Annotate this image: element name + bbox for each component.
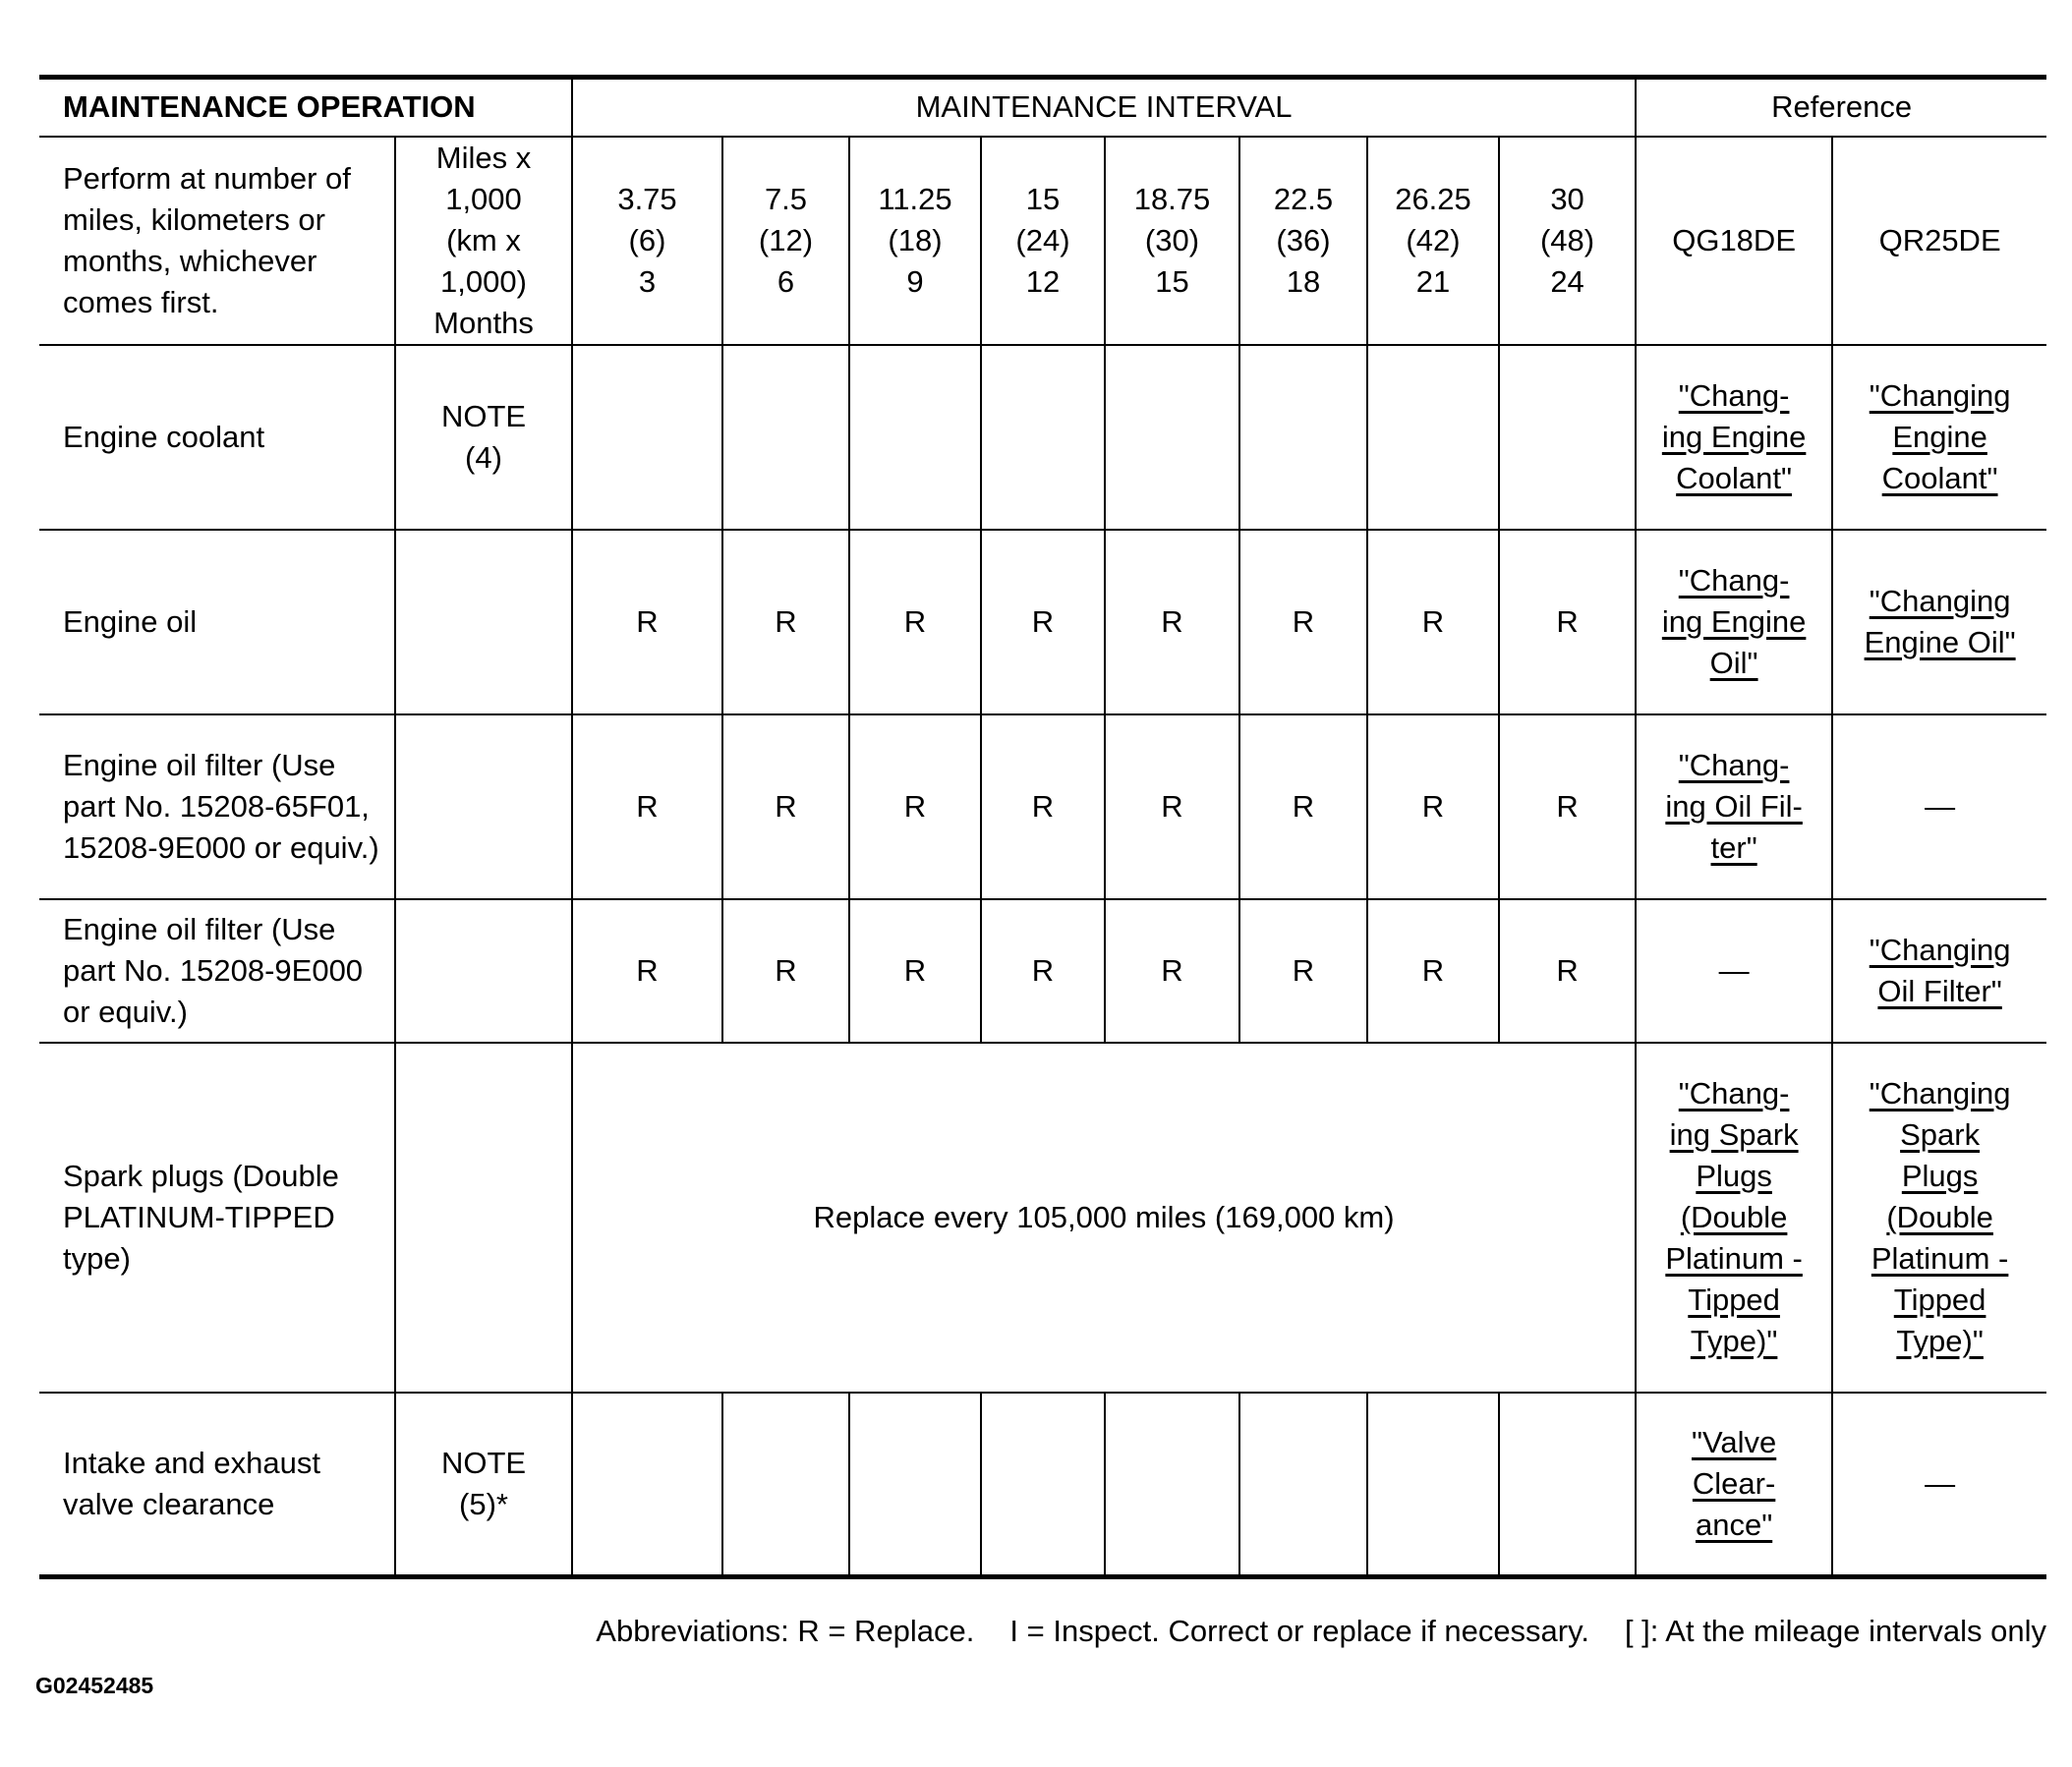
interval-cell [981,1393,1105,1577]
abbreviations-legend [596,1614,2046,1649]
interval-header: 15 (24) 12 [981,137,1105,345]
abbreviation-inspect: I = Inspect. Correct or replace if necessary. [1009,1614,1589,1648]
interval-cell: R [849,530,981,714]
ref-qg18de-cell: — [1636,899,1832,1043]
operation-name: Engine coolant [39,345,395,530]
header-row-1 [39,78,2046,137]
interval-cell: R [722,530,849,714]
interval-header: 26.25 (42) 21 [1367,137,1499,345]
interval-cell: R [572,899,722,1043]
row-engine-oil [39,530,2046,714]
operation-note [395,530,572,714]
row-spark-plugs [39,1043,2046,1393]
interval-cell: R [1239,899,1367,1043]
ref-link-qr25de[interactable]: "Changing Spark Plugs (Double Platinum - Tipped Type)" [1869,1075,2011,1358]
operation-name: Spark plugs (Double PLATINUM-TIPPED type) [39,1043,395,1393]
ref-qr25de-cell [1832,1043,2046,1393]
perform-instruction: Perform at number of miles, kilometers or months, whichever comes first. [39,137,395,345]
ref-qr25de-cell [1832,530,2046,714]
interval-header: 18.75 (30) 15 [1105,137,1239,345]
ref-qr25de-cell [1832,899,2046,1043]
maintenance-interval-header: MAINTENANCE INTERVAL [572,78,1636,137]
interval-cell [1367,1393,1499,1577]
header-row-2 [39,137,2046,345]
ref-qg18de-cell [1636,1393,1832,1577]
operation-name: Engine oil [39,530,395,714]
interval-cell [572,1393,722,1577]
interval-cell: R [1239,714,1367,899]
interval-cell [1367,345,1499,530]
interval-cell: R [1105,899,1239,1043]
interval-cell: R [981,714,1105,899]
operation-note: NOTE (4) [395,345,572,530]
interval-cell: R [722,714,849,899]
ref-link-qg18de[interactable]: "Chang- ing Engine Coolant" [1661,377,1807,495]
operation-name: Engine oil filter (Use part No. 15208-9E000 or equiv.) [39,899,395,1043]
operation-name: Engine oil filter (Use part No. 15208-65F01, 15208-9E000 or equiv.) [39,714,395,899]
interval-cell [1105,1393,1239,1577]
interval-cell [849,1393,981,1577]
interval-cell [1105,345,1239,530]
ref-link-qr25de[interactable]: "Changing Oil Filter" [1869,932,2011,1008]
ref-link-qr25de[interactable]: "Changing Engine Oil" [1864,583,2016,659]
row-valve-clearance [39,1393,2046,1577]
interval-header: 30 (48) 24 [1499,137,1636,345]
maintenance-table [39,75,2046,1579]
row-engine-coolant [39,345,2046,530]
row-engine-oil-filter-2 [39,899,2046,1043]
interval-cell [1499,1393,1636,1577]
interval-cell [981,345,1105,530]
interval-cell: R [981,899,1105,1043]
interval-cell: R [849,714,981,899]
ref-qg18de-cell [1636,530,1832,714]
interval-cell: R [1367,899,1499,1043]
ref-link-qr25de[interactable]: "Changing Engine Coolant" [1869,377,2011,495]
ref-qr25de-cell [1832,345,2046,530]
ref-link-qg18de[interactable]: "Chang- ing Oil Fil- ter" [1665,747,1803,865]
interval-cell [722,345,849,530]
abbreviation-brackets: [ ]: At the mileage intervals only [1624,1614,2046,1648]
interval-cell [1499,345,1636,530]
interval-cell: R [1499,714,1636,899]
interval-cell: R [1105,714,1239,899]
operation-note [395,714,572,899]
interval-header: 11.25 (18) 9 [849,137,981,345]
interval-cell: R [1239,530,1367,714]
interval-header: 3.75 (6) 3 [572,137,722,345]
ref-qg18de-cell [1636,714,1832,899]
units-header: Miles x 1,000 (km x 1,000) Months [395,137,572,345]
interval-cell [1239,1393,1367,1577]
reference-header: Reference [1636,78,2046,137]
ref-qr25de-cell: — [1832,714,2046,899]
ref-qr25de-cell: — [1832,1393,2046,1577]
interval-cell [849,345,981,530]
maintenance-operation-header: MAINTENANCE OPERATION [39,78,572,137]
ref-qg18de-cell [1636,1043,1832,1393]
operation-note [395,1043,572,1393]
interval-cell [722,1393,849,1577]
ref-link-qg18de[interactable]: "Chang- ing Spark Plugs (Double Platinum - Tipped Type)" [1665,1075,1803,1358]
interval-header: 22.5 (36) 18 [1239,137,1367,345]
maintenance-schedule [39,75,2046,1579]
interval-cell [1239,345,1367,530]
ref-qg18de-cell [1636,345,1832,530]
interval-cell: R [1499,899,1636,1043]
interval-cell: R [1499,530,1636,714]
row-engine-oil-filter-1 [39,714,2046,899]
ref-link-qg18de[interactable]: "Valve Clear- ance" [1691,1424,1777,1542]
interval-cell: R [572,530,722,714]
operation-name: Intake and exhaust valve clearance [39,1393,395,1577]
interval-cell: R [849,899,981,1043]
figure-id: G02452485 [35,1673,154,1698]
interval-cell: R [981,530,1105,714]
abbreviation-replace: Abbreviations: R = Replace. [596,1614,975,1648]
operation-note [395,899,572,1043]
operation-note: NOTE (5)* [395,1393,572,1577]
interval-header: 7.5 (12) 6 [722,137,849,345]
interval-cell: R [1367,714,1499,899]
interval-cell: R [1105,530,1239,714]
interval-cell: R [722,899,849,1043]
engine-qg18de-header: QG18DE [1636,137,1832,345]
engine-qr25de-header: QR25DE [1832,137,2046,345]
interval-cell: R [1367,530,1499,714]
ref-link-qg18de[interactable]: "Chang- ing Engine Oil" [1661,562,1807,680]
spark-interval-span: Replace every 105,000 miles (169,000 km) [572,1043,1636,1393]
interval-cell: R [572,714,722,899]
interval-cell [572,345,722,530]
